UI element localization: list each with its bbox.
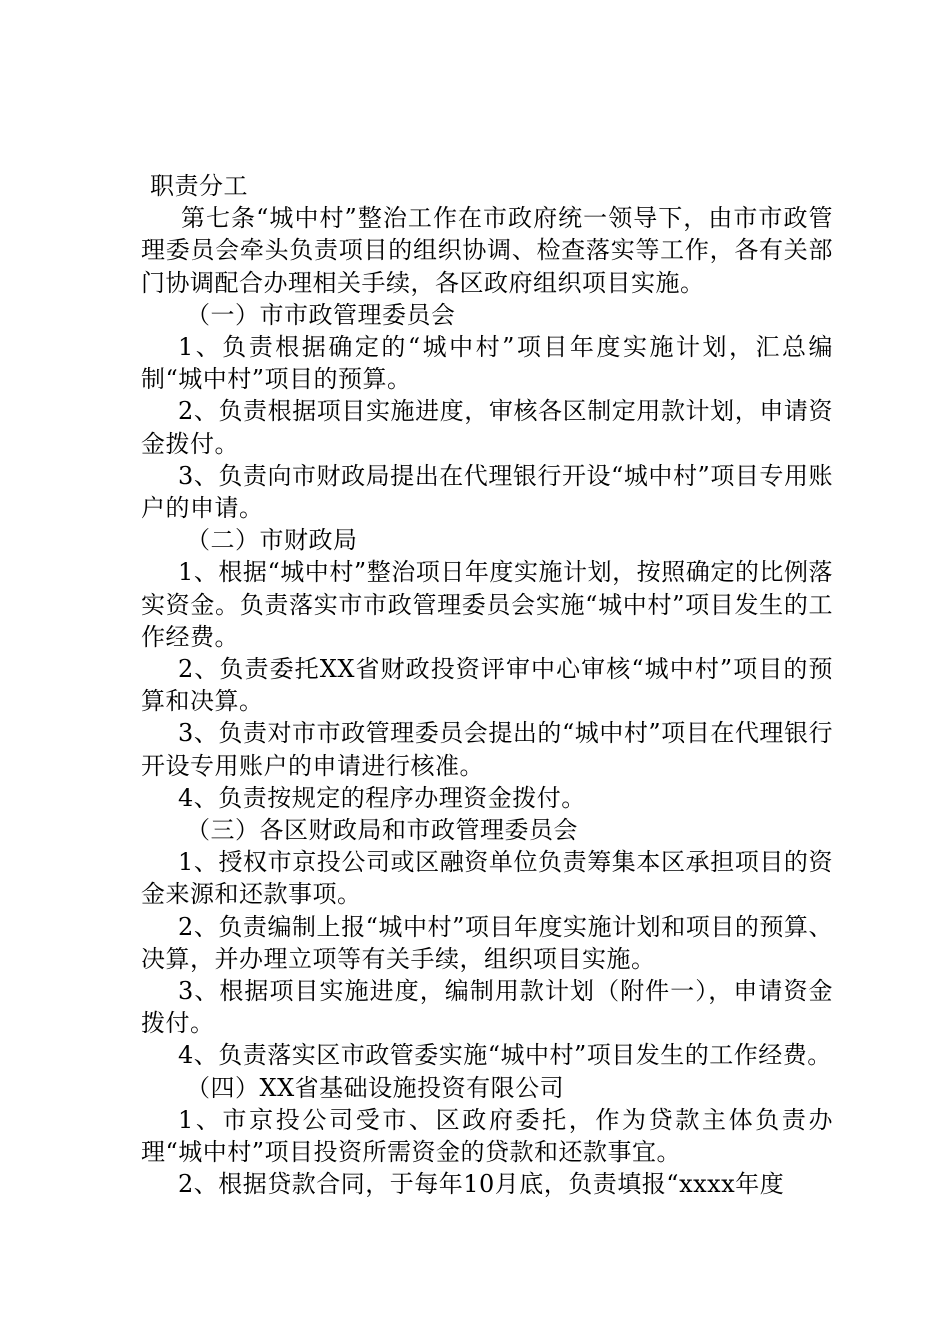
list-item: 1、根据“城中村”整治项日年度实施计划，按照确定的比例落实资金。负责落实市市政管理委员会实施“城中村”项目发生的工作经费。: [141, 558, 833, 651]
list-item: 3、负责对市市政管理委员会提出的“城中村”项目在代理银行开设专用账户的申请进行核准。: [141, 719, 833, 780]
subsection-heading: （四）XX省基础设施投资有限公司: [186, 1073, 565, 1102]
list-item: 2、负责根据项目实施进度，审核各区制定用款计划，申请资金拨付。: [141, 397, 833, 458]
list-item: 2、根据贷款合同，于每年10月底，负责填报“xxxx年度: [178, 1170, 785, 1199]
list-item: 3、根据项目实施进度，编制用款计划（附件一），申请资金拨付。: [141, 977, 833, 1038]
list-item: 4、负责按规定的程序办理资金拨付。: [178, 783, 586, 812]
section-heading: 职责分工: [150, 172, 248, 200]
list-item: 3、负责向市财政局提出在代理银行开设“城中村”项目专用账户的申请。: [141, 461, 833, 523]
list-item: 2、负责委托XX省财政投资评审中心审核“城中村”项目的预算和决算。: [141, 655, 833, 716]
article-seven-paragraph: 第七条“城中村”整治工作在市政府统一领导下，由市市政管理委员会牵头负责项目的组织协调、检查落实等工作，各有关部门协调配合办理相关手续，各区政府组织项目实施。: [141, 204, 833, 297]
list-item: 2、负责编制上报“城中村”项目年度实施计划和项目的预算、决算，并办理立项等有关手续，组织项目实施。: [141, 912, 833, 973]
list-item: 1、负责根据确定的“城中村”项目年度实施计划，汇总编制“城中村”项目的预算。: [141, 333, 833, 394]
list-item: 4、负责落实区市政管委实施“城中村”项目发生的工作经费。: [178, 1041, 832, 1070]
subsection-heading: （二）市财政局: [186, 526, 358, 555]
list-item: 1、市京投公司受市、区政府委托，作为贷款主体负责办理“城中村”项目投资所需资金的贷款和还款事宜。: [141, 1105, 833, 1167]
document-body: [141, 170, 833, 1201]
subsection-heading: （三）各区财政局和市政管理委员会: [186, 816, 578, 845]
subsection-heading: （一）市市政管理委员会: [186, 300, 456, 329]
list-item: 1、授权市京投公司或区融资单位负责筹集本区承担项目的资金来源和还款事项。: [141, 848, 833, 909]
